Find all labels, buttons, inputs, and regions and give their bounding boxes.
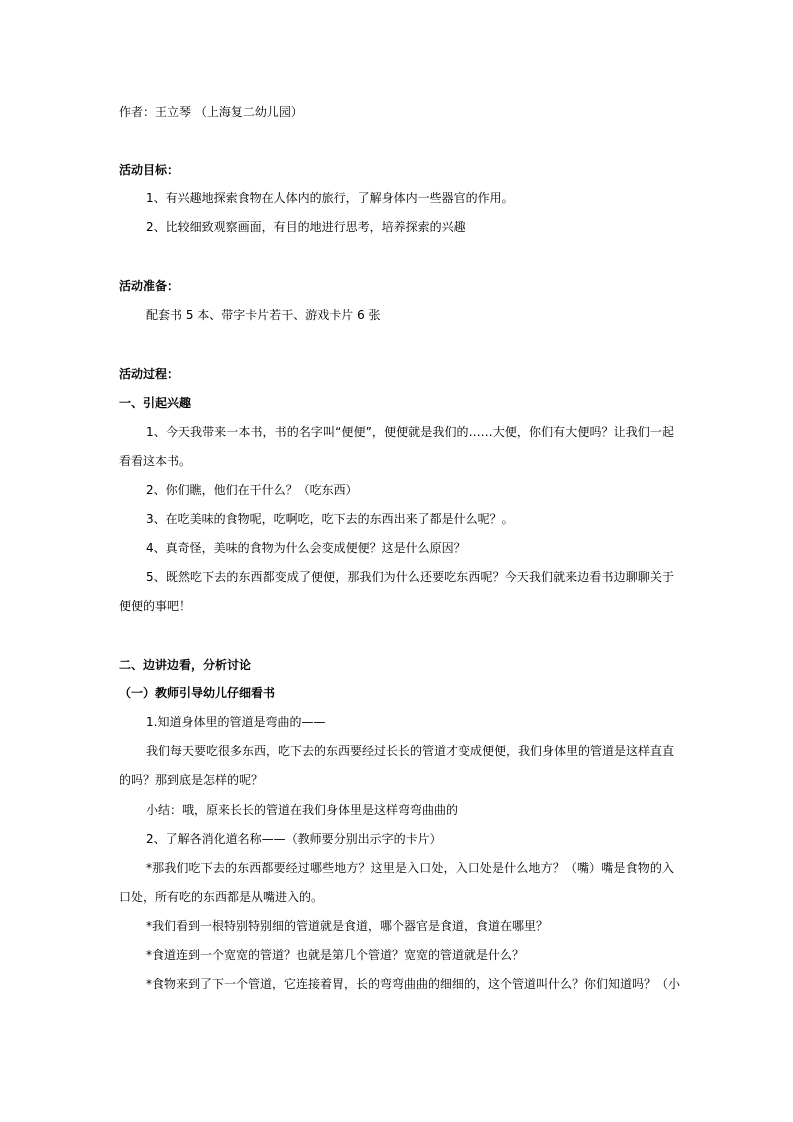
goal-heading: 活动目标： [119,163,180,177]
goal-item-1: 1、有兴趣地探索食物在人体内的旅行，了解身体内一些器官的作用。 [146,191,514,205]
part2-para-1: 1.知道身体里的管道是弯曲的—— [146,715,326,729]
part1-heading: 一、引起兴趣 [119,396,192,410]
part2-para-2: 我们每天要吃很多东西，吃下去的东西要经过长长的管道才变成便便，我们身体里的管道是这样直直的吗？那到底是怎样的呢？ [119,744,675,787]
prep-text: 配套书 5 本、带字卡片若干、游戏卡片 6 张 [146,308,381,322]
part2-para-8: *食物来到了下一个管道，它连接着胃，长的弯弯曲曲的细细的，这个管道叫什么？你们知道吗？（小 [146,977,681,991]
part1-item-2: 2、你们瞧，他们在干什么？（吃东西） [146,483,358,497]
part1-item-4: 4、真奇怪，美味的食物为什么会变成便便？这是什么原因？ [146,541,466,555]
part1-item-3: 3、在吃美味的食物呢，吃啊吃，吃下去的东西出来了都是什么呢？。 [146,512,514,526]
part2-sub-heading: （一）教师引导幼儿仔细看书 [119,686,276,700]
part1-item-1: 1、今天我带来一本书，书的名字叫“便便”，便便就是我们的……大便，你们有大便吗？让我们一起看看这本书。 [119,425,674,468]
part1-item-5: 5、既然吃下去的东西都变成了便便，那我们为什么还要吃东西呢？今天我们就来边看书边聊聊关于便便的事吧！ [119,570,674,613]
prep-heading: 活动准备： [119,279,180,293]
part2-para-3: 小结：哦，原来长长的管道在我们身体里是这样弯弯曲曲的 [146,803,459,817]
part2-heading: 二、边讲边看，分析讨论 [119,658,252,672]
part2-para-6: *我们看到一根特别特别细的管道就是食道，哪个器官是食道，食道在哪里？ [146,919,549,933]
part2-para-4: 2、了解各消化道名称——（教师要分别出示字的卡片） [146,832,442,846]
goal-item-2: 2、比较细致观察画面，有目的地进行思考，培养探索的兴趣 [146,220,466,234]
author-line: 作者：王立琴 （上海复二幼儿园） [119,105,303,119]
process-heading: 活动过程： [119,367,180,381]
part2-para-5: *那我们吃下去的东西都要经过哪些地方？这里是入口处，入口处是什么地方？（嘴）嘴是食物的入口处，所有吃的东西都是从嘴进入的。 [119,861,674,904]
part2-para-7: *食道连到一个宽宽的管道？也就是第几个管道？宽宽的管道就是什么？ [146,948,525,962]
